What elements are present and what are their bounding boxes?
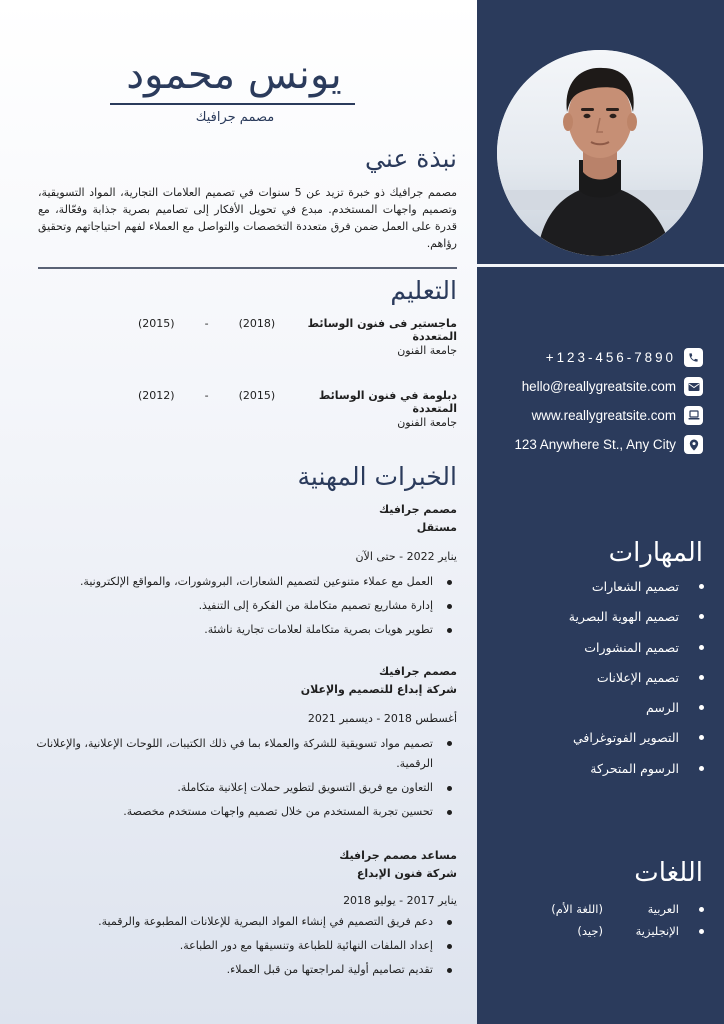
email-text: hello@reallygreatsite.com xyxy=(521,379,676,394)
school-name: جامعة الفنون xyxy=(397,416,457,429)
portrait-illustration xyxy=(497,50,703,256)
job-bullet: إدارة مشاريع تصميم متكاملة من الفكرة إلى التنفيذ. xyxy=(30,594,457,618)
skill-item: تصميم المنشورات xyxy=(569,633,704,663)
education-heading: التعليم xyxy=(390,276,457,305)
year-from: (2012) xyxy=(138,389,175,402)
contact-list xyxy=(501,343,703,459)
job-role: مصمم جرافيك xyxy=(379,503,457,516)
skill-item: الرسم xyxy=(569,693,704,723)
year-from: (2015) xyxy=(138,317,175,330)
job-bullets xyxy=(30,570,457,642)
job-entry xyxy=(30,664,457,824)
contact-phone xyxy=(501,343,703,372)
skill-item: تصميم الهوية البصرية xyxy=(569,602,704,632)
degree-title: ماجستير فى فنون الوسائط المتعددة xyxy=(307,317,457,343)
job-bullet: دعم فريق التصميم في إنشاء المواد البصرية للإعلانات المطبوعة والرقمية. xyxy=(30,910,457,934)
job-dates: أغسطس 2018 - ديسمبر 2021 xyxy=(307,712,457,725)
degree-years: (2018) - (2015) xyxy=(138,317,275,335)
phone-text: +123-456-7890 xyxy=(545,350,676,365)
phone-icon xyxy=(684,348,703,367)
education-entry xyxy=(138,317,457,357)
address-text: 123 Anywhere St., Any City xyxy=(514,437,676,452)
job-role: مصمم جرافيك xyxy=(379,665,457,678)
skill-item: التصوير الفوتوغرافي xyxy=(569,723,704,753)
language-level: (اللغة الأم) xyxy=(551,902,603,916)
language-level: (جيد) xyxy=(577,924,603,938)
job-bullet: تقديم تصاميم أولية لمراجعتها من قبل العملاء. xyxy=(30,958,457,982)
job-bullet: تصميم مواد تسويقية للشركة والعملاء بما في ذلك الكتيبات، اللوحات الإعلانية، والإعلانات الرقمية. xyxy=(30,732,457,776)
skills-list xyxy=(569,572,704,784)
job-bullets xyxy=(30,910,457,982)
section-divider xyxy=(38,267,457,269)
skill-item: تصميم الإعلانات xyxy=(569,663,704,693)
sidebar-panel xyxy=(477,0,724,1024)
person-name: يونس محمود xyxy=(126,52,342,98)
contact-website xyxy=(501,401,703,430)
contact-email xyxy=(501,372,703,401)
job-bullet: العمل مع عملاء متنوعين لتصميم الشعارات، البروشورات، والمواقع الإلكترونية. xyxy=(30,570,457,594)
language-name: الإنجليزية xyxy=(635,924,679,938)
job-bullets xyxy=(30,732,457,824)
profile-photo xyxy=(497,50,703,256)
language-item xyxy=(534,898,704,920)
job-bullet: التعاون مع فريق التسويق لتطوير حملات إعلانية متكاملة. xyxy=(30,776,457,800)
skill-item: تصميم الشعارات xyxy=(569,572,704,602)
year-to: (2015) xyxy=(238,389,276,402)
languages-list xyxy=(534,898,704,942)
envelope-icon xyxy=(684,377,703,396)
year-to: (2018) xyxy=(238,317,276,330)
job-org: مستقل xyxy=(416,521,457,534)
experience-heading: الخبرات المهنية xyxy=(297,462,457,491)
job-role: مساعد مصمم جرافيك xyxy=(339,849,457,862)
laptop-icon xyxy=(684,406,703,425)
language-item xyxy=(534,920,704,942)
skill-item: الرسوم المتحركة xyxy=(569,754,704,784)
skills-heading: المهارات xyxy=(608,538,703,568)
language-name: العربية xyxy=(647,902,679,916)
job-bullet: إعداد الملفات النهائية للطباعة وتنسيقها مع دور الطباعة. xyxy=(30,934,457,958)
job-dates: يناير 2022 - حتى الآن xyxy=(355,550,457,563)
job-bullet: تطوير هويات بصرية متكاملة لعلامات تجارية ناشئة. xyxy=(30,618,457,642)
languages-heading: اللغات xyxy=(634,858,703,888)
degree-title: دبلومة في فنون الوسائط المتعددة xyxy=(318,389,457,415)
contact-address xyxy=(501,430,703,459)
job-org: شركة إبداع للتصميم والإعلان xyxy=(300,683,457,696)
education-entry xyxy=(138,389,457,429)
school-name: جامعة الفنون xyxy=(397,344,457,357)
job-entry xyxy=(30,848,457,982)
about-heading: نبذة عني xyxy=(365,144,457,173)
location-pin-icon xyxy=(684,435,703,454)
job-dates: يناير 2017 - يوليو 2018 xyxy=(343,894,457,907)
name-underline xyxy=(110,103,355,105)
panel-divider xyxy=(477,264,724,267)
about-text: مصمم جرافيك ذو خبرة تزيد عن 5 سنوات في تصميم العلامات التجارية، المواد التسويقية، وتصميم واجهات المستخدم. مبدع في تحويل الأفكار إلى تصاميم بصرية جذابة وفعّالة، مع قدرة على العمل ضمن فرق متعددة التخصصات والتواصل مع العملاء لفهم احتياجاتهم وتحقيق رؤاهم. xyxy=(38,186,457,250)
job-bullet: تحسين تجربة المستخدم من خلال تصميم واجهات مستخدم مخصصة. xyxy=(30,800,457,824)
job-title: مصمم جرافيك xyxy=(195,110,275,125)
job-org: شركة فنون الإبداع xyxy=(356,867,457,880)
website-text: www.reallygreatsite.com xyxy=(531,408,676,423)
job-entry xyxy=(30,502,457,642)
degree-years: (2015) - (2012) xyxy=(138,389,275,407)
